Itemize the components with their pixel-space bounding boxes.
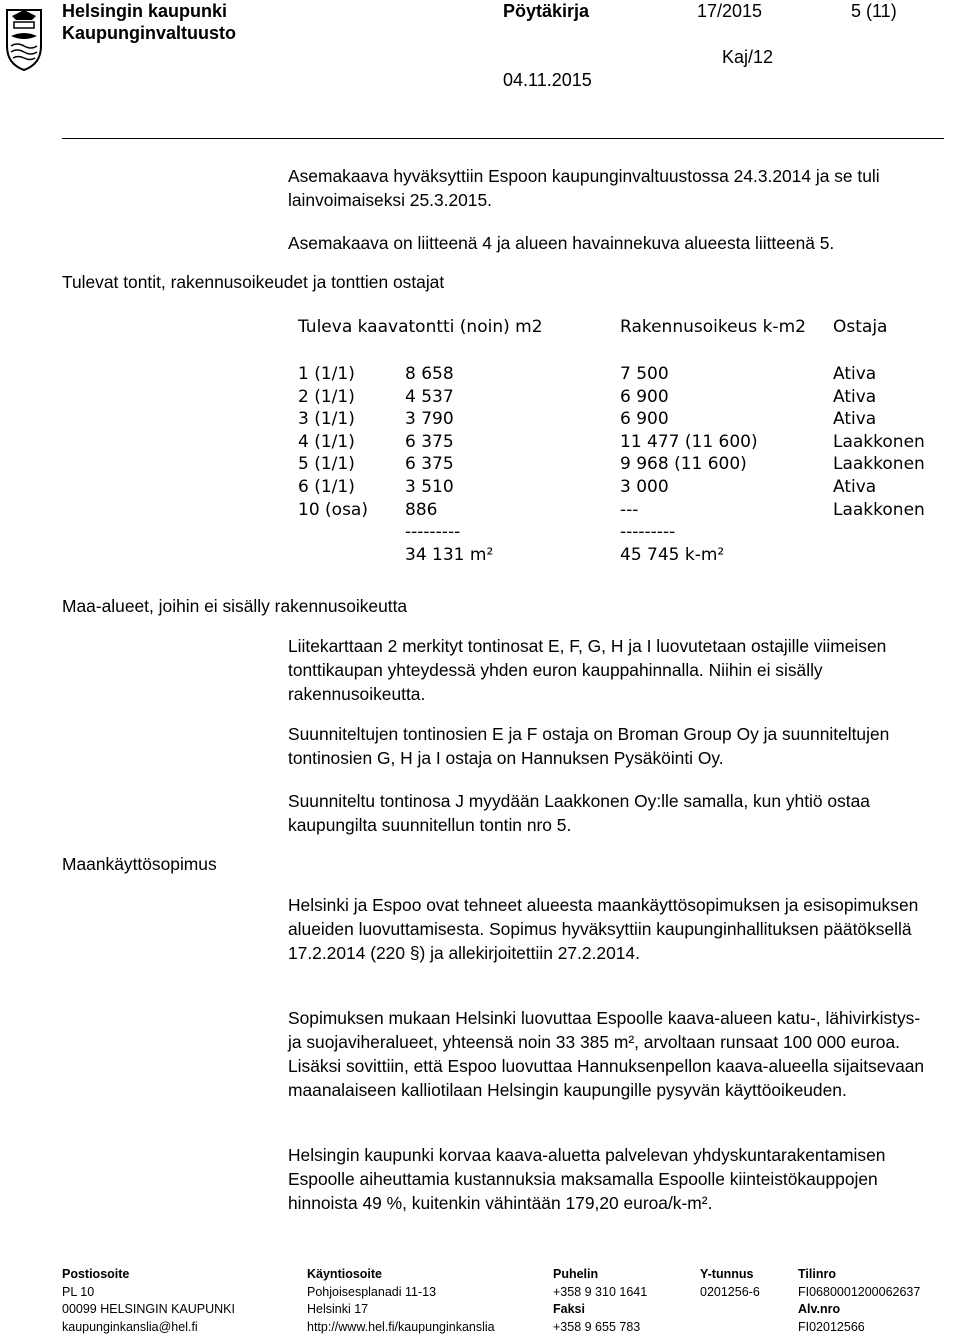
footer-value: Helsinki 17 — [307, 1301, 495, 1319]
meeting-date: 04.11.2015 — [503, 69, 592, 91]
rights-total: 45 745 k-m² — [620, 544, 758, 567]
table-cell: 3 510 — [405, 476, 493, 499]
footer-value: PL 10 — [62, 1284, 235, 1302]
plot-area-header: Tuleva kaavatontti (noin) m2 — [298, 317, 543, 337]
table-cell: 7 500 — [620, 363, 758, 386]
intro-paragraph-1: Asemakaava hyväksyttiin Espoon kaupunginvaltuustossa 24.3.2014 ja se tuli lainvoimaiseksi 25.3.2015. — [288, 164, 928, 212]
footer-label: Puhelin — [553, 1267, 598, 1281]
table-cell: 9 968 (11 600) — [620, 453, 758, 476]
table-cell: Laakkonen — [833, 431, 925, 454]
footer-label: Tilinro — [798, 1267, 836, 1281]
footer-value: 00099 HELSINGIN KAUPUNKI — [62, 1301, 235, 1319]
section-id: Kaj/12 — [722, 46, 773, 68]
agreement-paragraph-3: Helsingin kaupunki korvaa kaava-aluetta palvelevan yhdyskuntarakentamisen Espoolle aiheuttamia kustannuksia maksamalla Espoolle kiinteistökauppojen hinnoista 49 %, kuitenkin vähintään 179,20 euroa/k-m². — [288, 1143, 928, 1215]
table-cell: Laakkonen — [833, 453, 925, 476]
footer-ytunnus — [700, 1266, 760, 1301]
table-cell: 6 900 — [620, 386, 758, 409]
plot-id-column — [298, 363, 368, 521]
footer-phone — [553, 1266, 647, 1336]
building-rights-header: Rakennusoikeus k-m2 — [620, 317, 806, 337]
buyer-header: Ostaja — [833, 317, 887, 337]
rights-separator: --------- — [620, 521, 758, 544]
table-cell: --- — [620, 499, 758, 522]
footer-label: Faksi — [553, 1302, 585, 1316]
footer-label: Käyntiosoite — [307, 1267, 382, 1281]
table-cell: 11 477 (11 600) — [620, 431, 758, 454]
table-cell: 3 790 — [405, 408, 493, 431]
table-cell: 6 375 — [405, 453, 493, 476]
footer-web-link[interactable]: http://www.hel.fi/kaupunginkanslia — [307, 1319, 495, 1336]
page-number: 5 (11) — [851, 0, 897, 22]
table-cell: Ativa — [833, 408, 925, 431]
footer-value: FI0680001200062637 — [798, 1284, 920, 1302]
table-cell: 886 — [405, 499, 493, 522]
buyer-column — [833, 363, 925, 521]
agreement-paragraph-2: Sopimuksen mukaan Helsinki luovuttaa Espoolle kaava-alueen katu-, lähivirkistys- ja suojaviheralueet, yhteensä noin 33 385 m², arvoltaan runsaat 100 000 euroa. Lisäksi sovittiin, että Espoo luovuttaa Hannuksenpellon kaava-alueella sijaitsevaan maanalaiseen kalliotilaan Helsingin kaupungille pysyvän käyttöoikeuden. — [288, 1006, 928, 1102]
table-cell: 6 375 — [405, 431, 493, 454]
table-cell: 10 (osa) — [298, 499, 368, 522]
area-total: 34 131 m² — [405, 544, 493, 567]
footer-label: Alv.nro — [798, 1302, 840, 1316]
table-cell: 4 (1/1) — [298, 431, 368, 454]
footer-account — [798, 1266, 920, 1336]
land-paragraph-2: Suunniteltujen tontinosien E ja F ostaja on Broman Group Oy ja suunniteltujen tontinosien G, H ja I ostaja on Hannuksen Pysäköinti Oy. — [288, 722, 928, 770]
footer-value: +358 9 655 783 — [553, 1319, 647, 1336]
footer-label: Y-tunnus — [700, 1267, 753, 1281]
table-cell: Laakkonen — [833, 499, 925, 522]
footer-label: Postiosoite — [62, 1267, 129, 1281]
land-heading: Maa-alueet, joihin ei sisälly rakennusoikeutta — [62, 594, 407, 618]
table-cell: Ativa — [833, 386, 925, 409]
table-cell: 5 (1/1) — [298, 453, 368, 476]
table-cell: Ativa — [833, 363, 925, 386]
table-cell: 3 000 — [620, 476, 758, 499]
agreement-heading: Maankäyttösopimus — [62, 852, 217, 876]
helsinki-coat-of-arms-logo — [4, 6, 44, 72]
doc-type: Pöytäkirja — [503, 0, 589, 22]
table-cell: 6 (1/1) — [298, 476, 368, 499]
table-cell: 6 900 — [620, 408, 758, 431]
footer-value: Pohjoisesplanadi 11-13 — [307, 1284, 495, 1302]
footer-visit — [307, 1266, 495, 1336]
footer-value: FI02012566 — [798, 1319, 920, 1336]
org-name: Helsingin kaupunki — [62, 0, 227, 22]
agreement-paragraph-1: Helsinki ja Espoo ovat tehneet alueesta maankäyttösopimuksen ja esisopimuksen alueiden luovuttamisesta. Sopimus hyväksyttiin kaupunginhallituksen päätöksellä 17.2.2014 (220 §) ja allekirjoitettiin 27.2.2014. — [288, 893, 928, 965]
doc-number: 17/2015 — [697, 0, 762, 22]
table-cell: 4 537 — [405, 386, 493, 409]
area-separator: --------- — [405, 521, 493, 544]
footer-value: +358 9 310 1641 — [553, 1284, 647, 1302]
footer-value: 0201256-6 — [700, 1284, 760, 1302]
plot-area-column — [405, 363, 493, 566]
table-cell: 8 658 — [405, 363, 493, 386]
table-cell: 2 (1/1) — [298, 386, 368, 409]
building-rights-column — [620, 363, 758, 566]
footer-email-link[interactable]: kaupunginkanslia@hel.fi — [62, 1319, 235, 1336]
plots-heading: Tulevat tontit, rakennusoikeudet ja tonttien ostajat — [62, 270, 444, 294]
table-cell: Ativa — [833, 476, 925, 499]
header-rule — [62, 138, 944, 139]
body-name: Kaupunginvaltuusto — [62, 22, 236, 44]
footer-postal — [62, 1266, 235, 1336]
table-cell: 1 (1/1) — [298, 363, 368, 386]
land-paragraph-1: Liitekarttaan 2 merkityt tontinosat E, F, G, H ja I luovutetaan ostajille viimeisen tonttikaupan yhteydessä yhden euron kauppahinnalla. Niihin ei sisälly rakennusoikeutta. — [288, 634, 928, 706]
intro-paragraph-2: Asemakaava on liitteenä 4 ja alueen havainnekuva alueesta liitteenä 5. — [288, 231, 928, 255]
table-cell: 3 (1/1) — [298, 408, 368, 431]
land-paragraph-3: Suunniteltu tontinosa J myydään Laakkonen Oy:lle samalla, kun yhtiö ostaa kaupungilta suunnitellun tontin nro 5. — [288, 789, 928, 837]
